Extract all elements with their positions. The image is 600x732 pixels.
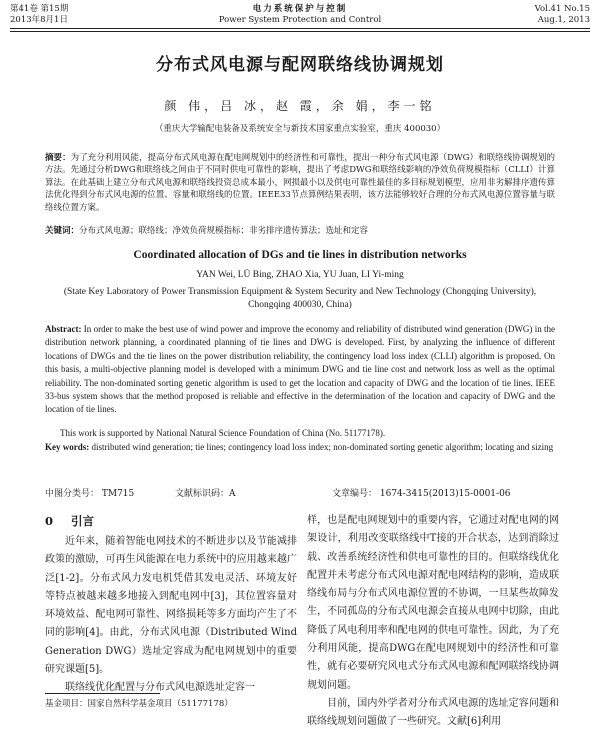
article-number: 文章编号： 1674-3415(2013)15-0001-06 bbox=[332, 489, 511, 499]
english-abstract bbox=[45, 323, 555, 417]
issue-date-en: Aug.1, 2013 bbox=[537, 15, 590, 25]
paper-title: 分布式风电源与配网联络线协调规划 bbox=[156, 55, 444, 75]
keywords-label-en: Key words: bbox=[45, 442, 90, 452]
abstract-label: 摘要： bbox=[45, 153, 71, 163]
english-affiliation: (State Key Laboratory of Power Transmission Equipment & System Security and New Technology (Chongqing University), Chongqing 400030, China) bbox=[63, 287, 537, 310]
english-authors: YAN Wei, LÜ Bing, ZHAO Xia, YU Juan, LI Yi-ming bbox=[196, 270, 404, 280]
chinese-abstract bbox=[45, 152, 555, 214]
footnote-rule bbox=[45, 693, 160, 694]
keywords-text-en: distributed wind generation; tie lines; contingency load loss index; non-dominated sorting genetic algorithm; locating and sizing bbox=[91, 442, 554, 452]
abstract-text: 为了充分利用风能，提高分布式风电源在配电网规划中的经济性和可靠性，提出一种分布式风电源（DWG）和联络线协调规划的方法。先通过分析DWG和联络线之间由于不同时供电可靠性的影响，提出了考虑DWG和联络线影响的净效负荷规模指标（CLLI）计算算法。在此基础上建立分布式风电源和联络线投资总成本最小，网损最小以及供电可靠性最佳的多目标规划模型，应用非劣解排序遗传算法优化得到分布式风电源的位置、容量和联络线的位置。IEEE33节点算例结果表明，该方法能够较好合理的分布式风电源位置容量与联络线位置方案。 bbox=[45, 153, 556, 213]
paragraph: 近年来，随着智能电网技术的不断进步以及节能减排政策的激励，可再生风能源在电力系统中的应用越来越广泛[1-2]。分布式风力发电机凭借其发电灵活、环境友好等特点被越来越多地接入到配电网中[3]，其位置容量对环境效益、配电网可靠性、网络损耗等多方面均产生了不同的影响[4]。由此，分布式风电源（Distributed Wind Generation DWG）选址定容成为配电网规划中的重要研究课题[5]。 bbox=[45, 536, 297, 676]
clc-number: 中图分类号： TM715 bbox=[45, 489, 135, 499]
document-code: 文献标识码：A bbox=[175, 489, 236, 499]
abstract-text-en: In order to make the best use of wind power and improve the economy and reliability of distributed wind generation (DWG) in the distribution network planning, a coordinated planning of tie lines and DWG is developed. First, by analyzing the influence of different locations of DWGs and the tie lines on the power distribution reliability, the contingency load loss index (CLLI) algorithm is proposed. On this basis, a multi-objective planning model is developed with a minimum DWG and tie line cost and network loss as well as the optimal reliability. The non-dominated sorting genetic algorithm is used to get the location and capacity of DWG and the location of tie lines. IEEE 33-bus system shows that the method proposed is reliable and effective in the determination of the location and capacity of DWG and the location of tie lines. bbox=[45, 324, 556, 415]
affiliation: （重庆大学输配电装备及系统安全与新技术国家重点实验室，重庆 400030） bbox=[154, 124, 446, 134]
abstract-label-en: Abstract: bbox=[45, 324, 82, 334]
section-heading bbox=[45, 512, 297, 530]
funding-note-en: This work is supported by National Natural Science Foundation of China (No. 51177178). bbox=[60, 428, 386, 438]
english-title: Coordinated allocation of DGs and tie lines in distribution networks bbox=[133, 249, 467, 261]
journal-name-zh: 电力系统保护与控制 bbox=[252, 4, 348, 14]
chinese-keywords bbox=[45, 225, 555, 237]
body-column-left bbox=[45, 512, 297, 698]
header-rule-thin bbox=[10, 31, 590, 32]
issue-info-en bbox=[535, 4, 590, 26]
section-title: 引言 bbox=[71, 514, 95, 528]
body-column-right bbox=[307, 512, 559, 732]
english-keywords bbox=[45, 441, 555, 454]
paragraph: 联络线优化配置与分布式风电源选址定容一 bbox=[65, 682, 255, 694]
issue-date: 2013年8月1日 bbox=[10, 15, 68, 25]
section-number: 0 bbox=[45, 514, 54, 528]
volume-issue: 第41卷 第15期 bbox=[10, 4, 69, 14]
journal-name-en: Power System Protection and Control bbox=[218, 15, 382, 25]
header-rule bbox=[10, 28, 590, 29]
journal-name bbox=[10, 4, 590, 26]
author-list: 颜 伟，吕 冰，赵 霞，余 娟，李一铭 bbox=[164, 99, 436, 113]
volume-issue-en: Vol.41 No.15 bbox=[534, 4, 590, 14]
keywords-text: 分布式风电源；联络线；净效负荷规模指标；非劣排序遗传算法；选址和定容 bbox=[79, 226, 369, 236]
keywords-label: 关键词： bbox=[45, 226, 80, 236]
paragraph: 目前，国内外学者对分布式风电源的选址定容问题和联络线规划问题做了一些研究。文献[6]利用 bbox=[307, 697, 559, 728]
paragraph: 样，也是配电网规划中的重要内容，它通过对配电网的网架设计，利用改变联络线中T接的开合状态，达到消除过载、改善系统经济性和供电可靠性的目的。但联络线优化配置并未考虑分布式风电源对配电网结构的影响，造成联络线布局与分布式风电源位置的不协调，一旦某些故障发生，不同孤岛的分布式风电源会直接从电网中切除，由此降低了风电利用率和配电网的供电可靠性。因此，为了充分利用风能，提高DWG在配电网规划中的经济性和可靠性，就有必要研究风电式分布式风电源和配网联络线协调规划问题。 bbox=[307, 515, 559, 691]
fund-footnote: 基金项目：国家自然科学基金项目（51177178） bbox=[45, 699, 233, 709]
